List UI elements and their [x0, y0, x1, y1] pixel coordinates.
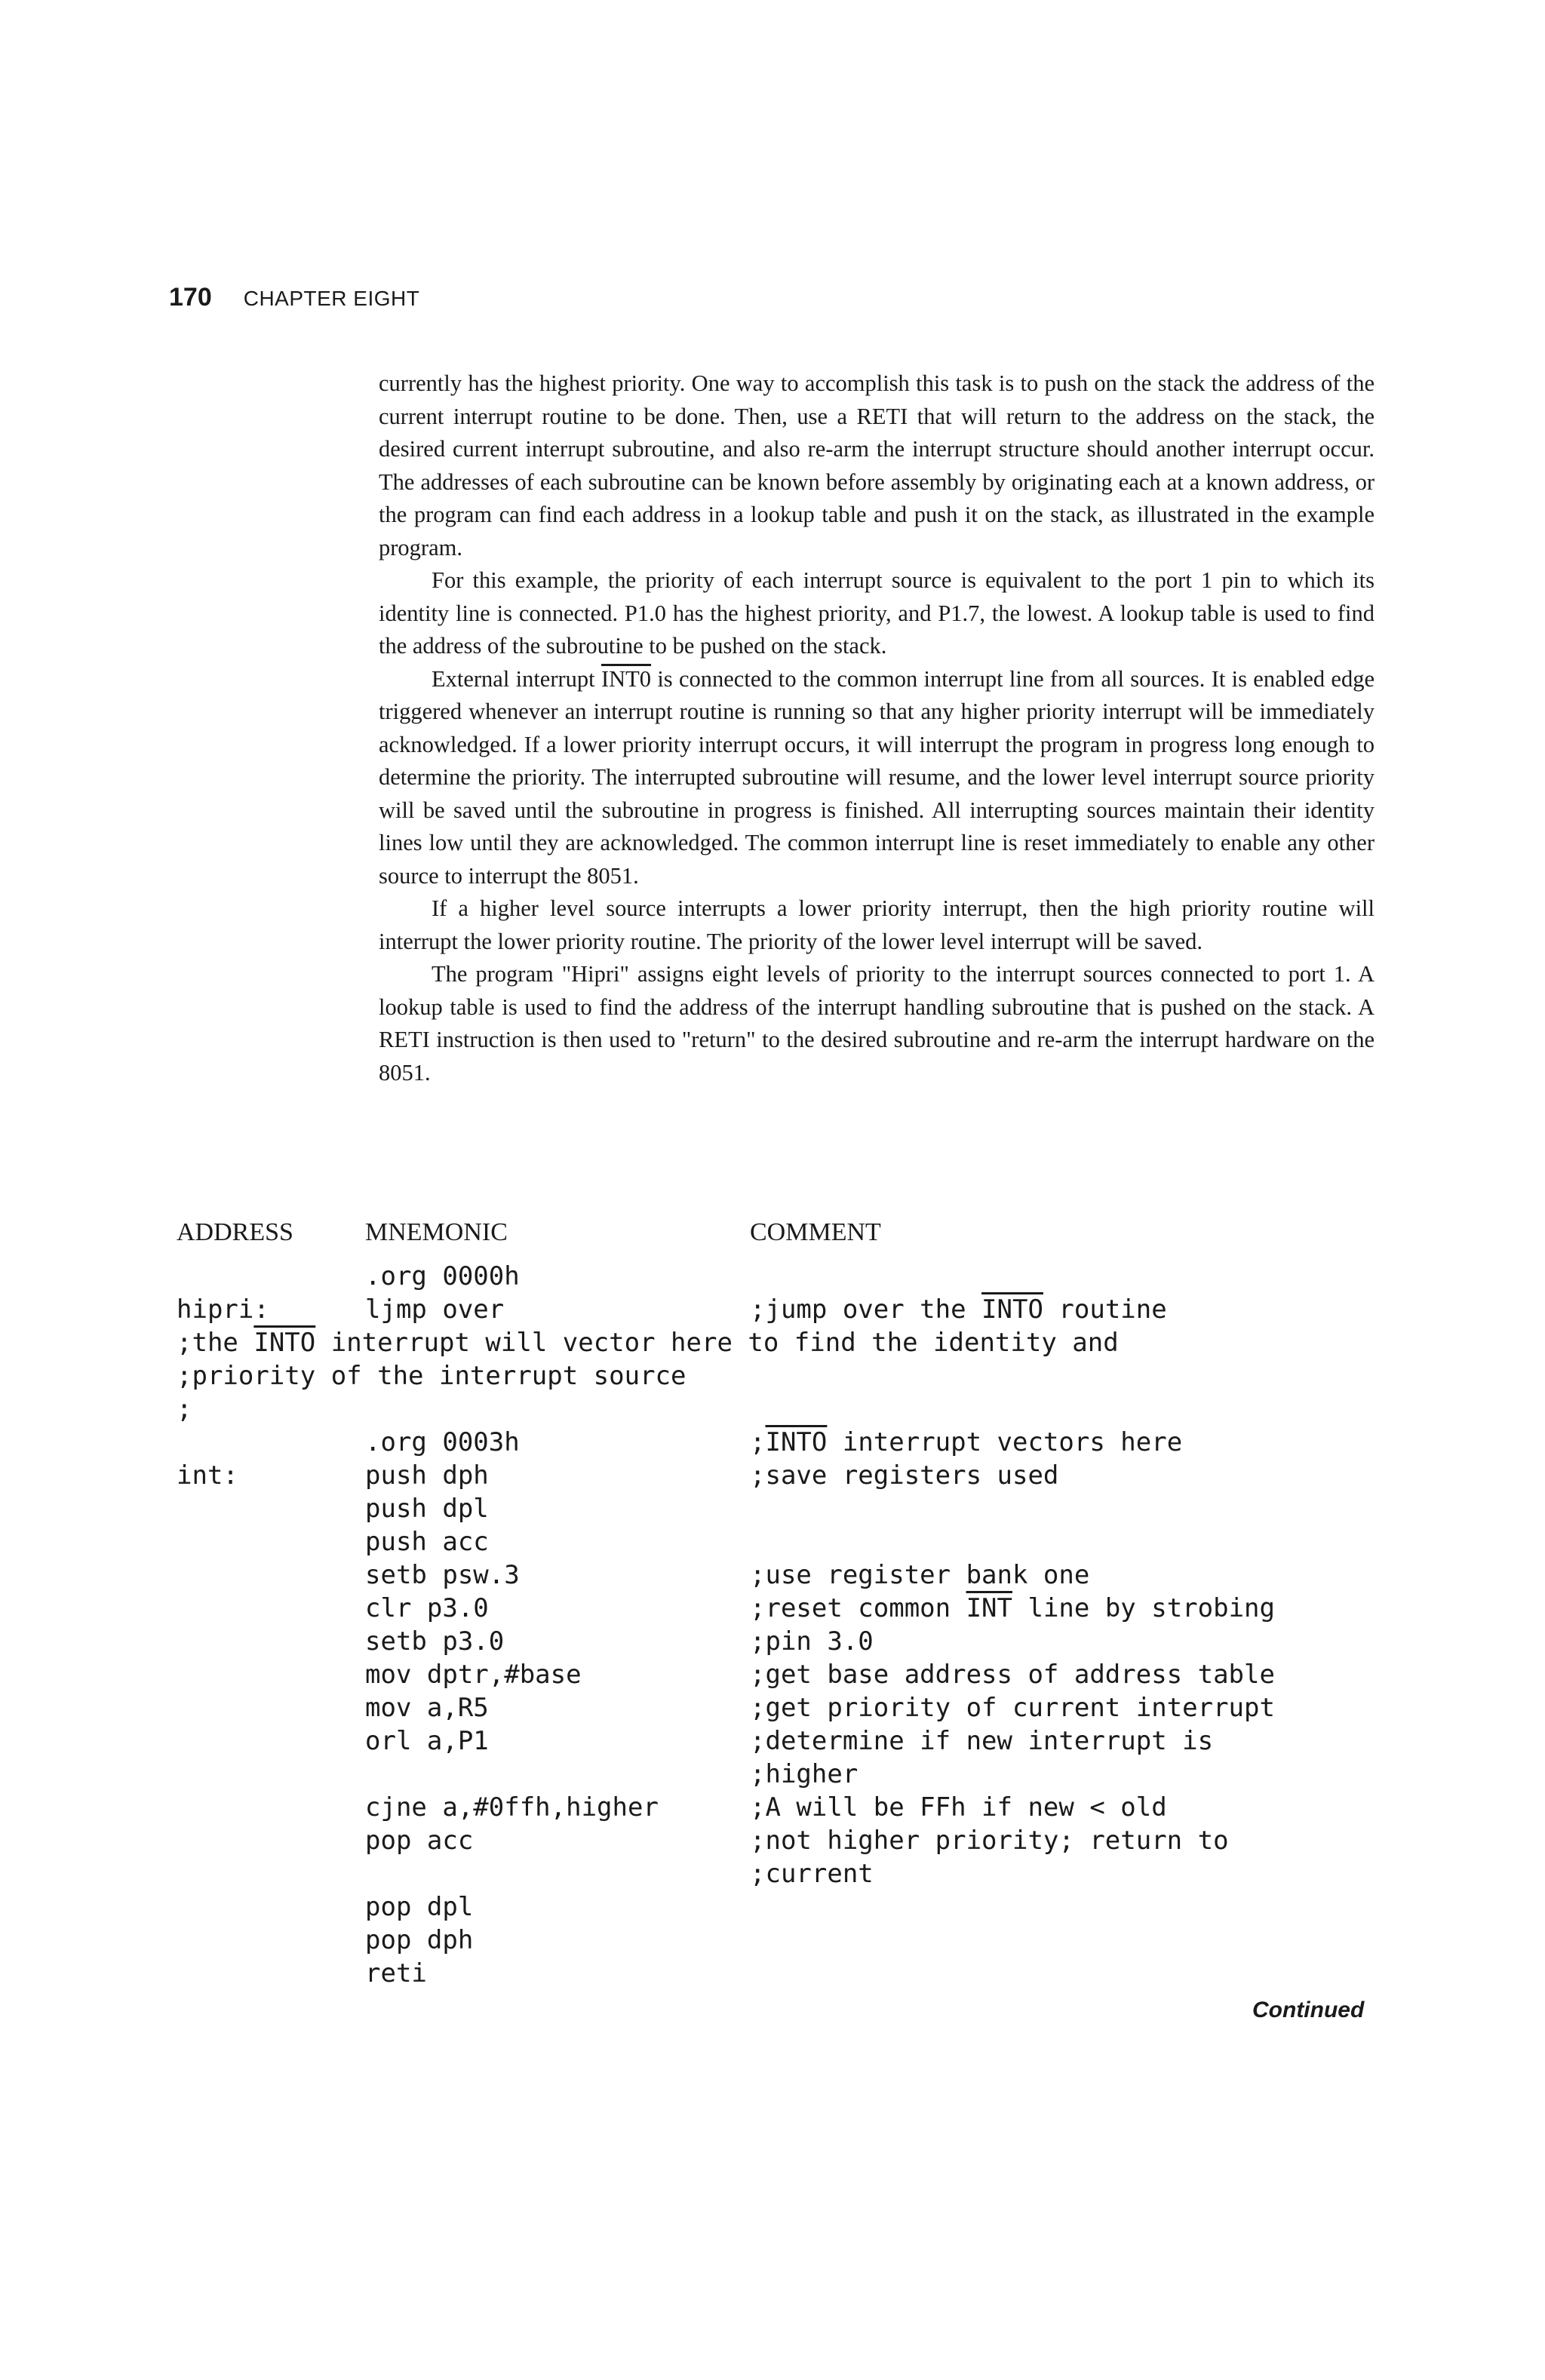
code-comment: ;use register bank one	[750, 1560, 1090, 1590]
code-mnemonic: .org 0003h	[365, 1427, 520, 1457]
code-comment: ;A will be FFh if new < old	[750, 1792, 1167, 1823]
paragraph-text: is connected to the common interrupt line from all sources. It is enabled edge triggered whenever an interrupt routine is running so that any higher priority interrupt will be immediately acknowledged. If a lower priority interrupt occurs, it will interrupt the program in progress long enough to determine the priority. The interrupted subroutine will resume, and the lower level interrupt source priority will be saved until the subroutine in progress is finished. All interrupting sources maintain their identity lines low until they are acknowledged. The common interrupt line is reset immediately to enable any other source to interrupt the 8051.	[379, 665, 1375, 889]
signal-name: INT0	[600, 665, 652, 692]
code-comment: ;not higher priority; return to	[750, 1826, 1229, 1856]
code-comment: ;save registers used	[750, 1460, 1059, 1491]
signal-name: INTO	[981, 1294, 1043, 1325]
signal-name: INTO	[765, 1427, 828, 1457]
paragraph: If a higher level source interrupts a lower priority interrupt, then the high priority routine will interrupt the lower priority routine. The priority of the lower level interrupt will be saved.	[379, 895, 1375, 954]
signal-name: INTO	[253, 1328, 316, 1358]
continued-label: Continued	[1252, 1998, 1365, 2022]
signal-name: $\overline{INT}$	[966, 1593, 1012, 1623]
code-mnemonic: reti	[365, 1958, 427, 1988]
code-label: int:	[177, 1460, 238, 1491]
code-label: hipri:	[177, 1294, 269, 1325]
chapter-label: CHAPTER EIGHT	[243, 287, 420, 310]
code-mnemonic: push acc	[365, 1527, 489, 1557]
code-mnemonic: pop acc	[365, 1826, 474, 1856]
paragraph: The program "Hipri" assigns eight levels of priority to the interrupt sources connected to port 1. A lookup table is used to find the address of the interrupt handling subroutine that is pushed on the stack. A RETI instruction is then used to "return" to the desired subroutine and re-arm the interrupt hardware on the 8051.	[379, 961, 1375, 1086]
listing-headers	[0, 1218, 1545, 1256]
paragraph: For this example, the priority of each interrupt source is equivalent to the port 1 pin to which its identity line is connected. P1.0 has the highest priority, and P1.7, the lowest. A lookup table is used to find the address of the subroutine to be pushed on the stack.	[379, 567, 1375, 659]
code-mnemonic: push dph	[365, 1460, 489, 1491]
code-comment: ;get base address of address table	[750, 1660, 1275, 1690]
code-mnemonic: mov dptr,#base	[365, 1660, 582, 1690]
code-comment: ;get priority of current interrupt	[750, 1693, 1275, 1723]
comment-header: COMMENT	[750, 1218, 881, 1246]
code-comment-line: ;priority of the interrupt source	[177, 1361, 686, 1391]
code-comment: ;jump over the INTO routine	[750, 1294, 1167, 1325]
code-mnemonic: pop dpl	[365, 1892, 474, 1922]
code-mnemonic: cjne a,#0ffh,higher	[365, 1792, 659, 1823]
code-comment: ;higher	[750, 1759, 859, 1789]
code-mnemonic: setb psw.3	[365, 1560, 520, 1590]
code-mnemonic: ljmp over	[365, 1294, 505, 1325]
code-comment: ;pin 3.0	[750, 1626, 874, 1657]
code-comment: ;reset common $\overline{INT}$ line by strobing	[750, 1593, 1275, 1623]
page-header	[169, 283, 419, 328]
code-mnemonic: setb p3.0	[365, 1626, 505, 1657]
code-comment-line: ;	[177, 1394, 192, 1424]
paragraph-text: External interrupt	[432, 665, 601, 692]
code-comment: ;INTO interrupt vectors here	[750, 1427, 1183, 1457]
address-header: ADDRESS	[177, 1218, 293, 1246]
code-mnemonic: .org 0000h	[365, 1261, 520, 1291]
code-comment: ;determine if new interrupt is	[750, 1726, 1214, 1756]
code-mnemonic: mov a,R5	[365, 1693, 489, 1723]
paragraph	[379, 663, 1375, 893]
code-mnemonic: push dpl	[365, 1494, 489, 1524]
code-mnemonic: pop dph	[365, 1925, 474, 1955]
mnemonic-header: MNEMONIC	[365, 1218, 508, 1246]
code-mnemonic: clr p3.0	[365, 1593, 489, 1623]
code-comment: ;current	[750, 1859, 874, 1889]
code-mnemonic: orl a,P1	[365, 1726, 489, 1756]
page-number: 170	[169, 283, 212, 312]
paragraph: currently has the highest priority. One way to accomplish this task is to push on the stack the address of the current interrupt routine to be done. Then, use a RETI that will return to the address on the stack, the desired current interrupt subroutine, and also re-arm the interrupt structure should another interrupt occur. The addresses of each subroutine can be known before assembly by originating each at a known address, or the program can find each address in a lookup table and push it on the stack, as illustrated in the example program.	[379, 370, 1375, 560]
code-comment-line: ;the INTO interrupt will vector here to find the identity and	[177, 1328, 1119, 1358]
body-text	[379, 367, 1375, 1089]
